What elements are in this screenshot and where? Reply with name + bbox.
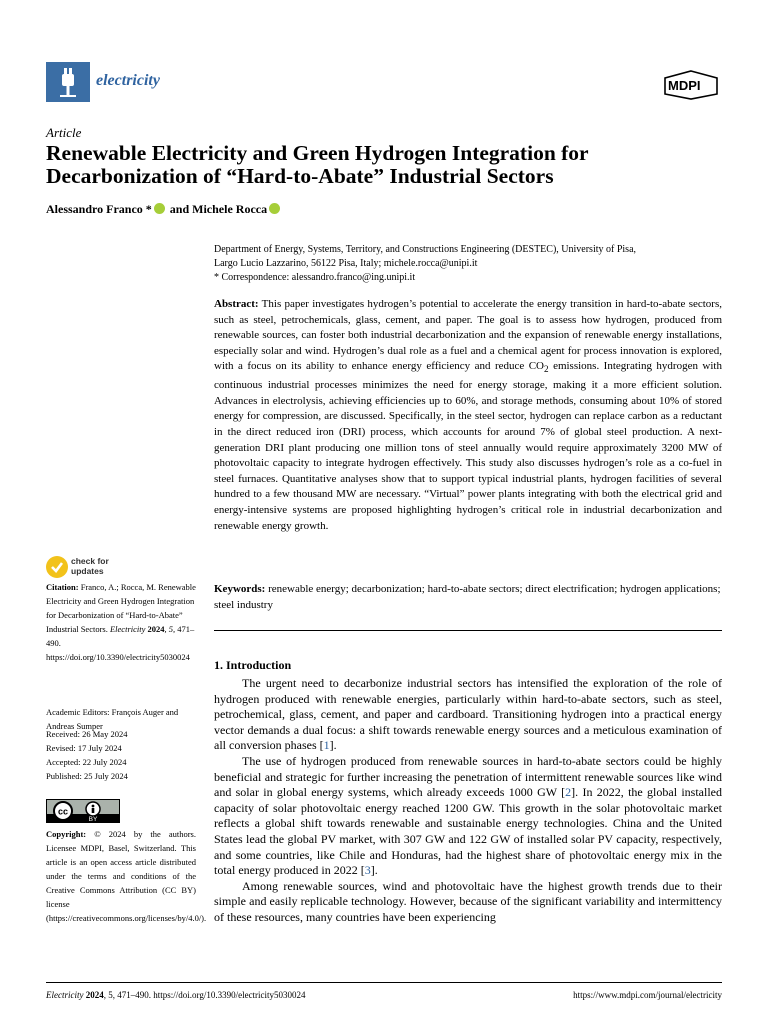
article-type: Article — [46, 125, 82, 140]
abstract-text: emissions. Integrating hydrogen with continuous industrial processes minimizes the need for energy storage, making it a more efficient solution. Advances in electrolysis, achieving efficiencies up to 60%, and storage methods, consuming about 10% of stored energy for compression, are discussed. Specifically, in the steel sector, hydrogen can replace carbon as a reductant in the direct reduced iron (DRI) process, which accounts for around 7% of global steel production. A next-generation DRI plant producing one million tons of steel annually would require approximately 3200 MW of photovoltaic capacity to integrate hydrogen effectively. This study also discusses hydrogen’s role as a co-fuel in steel furnaces. Quantitative analyses show that to support typical industrial plants, hydrogen facilities of several hundred to a few thousand MW are necessary. “Virtual” power plants integrating with both the electrical grid and energy-intensive systems are proposed highlighting hydrogen’s critical role in industrial decarbonization and renewable energy growth. — [214, 360, 722, 532]
check-updates-line: updates — [71, 566, 104, 576]
check-updates-line: check for — [71, 556, 109, 566]
plug-icon — [46, 62, 90, 102]
reference-link[interactable]: 3 — [364, 863, 371, 878]
dates — [46, 727, 196, 783]
footer-citation: Electricity 2024, 5, 471–490. https://doi.org/10.3390/electricity5030024 — [46, 990, 306, 1000]
doi-link[interactable]: 471–490. https://doi.org/10.3390/electricity5030024 — [46, 624, 195, 662]
journal-name[interactable]: electricity — [96, 72, 160, 89]
keywords-label: Keywords: — [214, 583, 266, 595]
reference-link[interactable]: 2 — [565, 785, 572, 800]
affiliation-line: Department of Energy, Systems, Territory, and Constructions Engineering (DESTEC), University of Pisa, — [214, 244, 637, 255]
affiliations — [214, 243, 724, 285]
footer-journal-url[interactable]: https://www.mdpi.com/journal/electricity — [573, 990, 722, 1000]
author-franco[interactable]: Alessandro Franco * — [46, 202, 152, 216]
keywords-text: renewable energy; decarbonization; hard-to-abate sectors; direct electrification; hydrogen applications; steel industry — [214, 583, 721, 611]
received-date: Received: 26 May 2024 — [46, 729, 128, 739]
published-date: Published: 25 July 2024 — [46, 771, 128, 781]
author-list — [46, 202, 282, 217]
copyright: Copyright: © 2024 by the authors. Licensee MDPI, Basel, Switzerland. This article is an open access article distributed under the terms and conditions of the Creative Commons Attribution (CC BY) license (https://creativecommons.org/licenses/by/4.0/). — [46, 829, 207, 923]
check-updates-button[interactable] — [71, 556, 109, 576]
article-title: Renewable Electricity and Green Hydrogen Integration for Decarbonization of “Hard-to-Abate” Industrial Sectors — [46, 141, 589, 188]
abstract — [214, 297, 722, 534]
citation-label: Citation: — [46, 582, 79, 592]
copyright-label: Copyright: — [46, 829, 87, 839]
footer-doi-link[interactable]: , 5, 471–490. https://doi.org/10.3390/electricity5030024 — [103, 990, 306, 1000]
body-text — [214, 676, 722, 926]
author-rocca[interactable]: and Michele Rocca — [166, 202, 268, 216]
revised-date: Revised: 17 July 2024 — [46, 743, 122, 753]
orcid-icon[interactable] — [269, 203, 280, 214]
check-updates-icon[interactable] — [46, 556, 68, 578]
abstract-text: This paper investigates hydrogen’s potential to accelerate the energy transition in hard-to-abate sectors, such as steel, petrochemicals, glass, cement, and paper. The goal is to assess how hydrogen, produced from renewable sources, can foster both industrial decarbonization and the expansion of renewable energy installations, especially solar and wind. Hydrogen’s dual role as a fuel and a chemical agent for process innovation is explored, with a focus on its ability to enhance energy efficiency and reduce CO — [214, 298, 722, 373]
reference-link[interactable]: 1 — [323, 738, 330, 753]
svg-text:BY: BY — [88, 816, 98, 822]
orcid-icon[interactable] — [154, 203, 165, 214]
section-heading: 1. Introduction — [214, 658, 292, 672]
cc-by-icon[interactable] — [46, 799, 120, 823]
paragraph: The urgent need to decarbonize industrial sectors has intensified the exploration of the role of hydrogen produced with renewable energies, particularly within hard-to-abate sectors, such as steel, petrochemical, glass, cement, and paper and cardboard. Transitioning hydrogen into a practical energy vector demands a dual focus: a shift towards renewable energy sources and a meticulous examination of all conversion phases [1]. — [214, 676, 722, 753]
affiliation-line: Largo Lucio Lazzarino, 56122 Pisa, Italy; michele.rocca@unipi.it — [214, 258, 478, 269]
subscript: 2 — [544, 364, 549, 375]
citation: Citation: Franco, A.; Rocca, M. Renewable Electricity and Green Hydrogen Integration for Decarbonization of “Hard-to-Abate” Industrial Sectors. Electricity 2024, 5, 471–490. https://doi.org/10.3390/electricity5030024 — [46, 582, 196, 662]
mdpi-logo-text: MDPI — [668, 78, 701, 93]
paragraph: Among renewable sources, wind and photovoltaic have the highest growth trends due to their simple and easily replicable technology. However, because of the significant variability and intermittency of these resources, many countries have been experiencing — [214, 878, 722, 924]
footer-divider — [46, 982, 722, 983]
abstract-label: Abstract: — [214, 298, 259, 310]
accepted-date: Accepted: 22 July 2024 — [46, 757, 127, 767]
journal-logo — [46, 62, 90, 102]
paragraph: The use of hydrogen produced from renewable sources in hard-to-abate sectors could be highly beneficial and strategic for further increasing the penetration of intermittent renewable sources like wind and solar in global energy systems, which already exceeds 1000 GW [2]. In 2022, the global installed capacity of solar photovoltaic energy reached 1200 GW. This growth in the solar photovoltaic market reflects a global shift towards renewable and sustainable energy technologies. China and the United States lead the global PV market, with 307 GW and 122 GW of installed solar PV capacity, respectively, and some countries, like Chile and Honduras, had the highest share of photovoltaic energy mix in the total energy produced in 2022 [3]. — [214, 753, 723, 878]
divider — [214, 630, 722, 631]
keywords — [214, 582, 722, 613]
svg-text:cc: cc — [57, 806, 69, 817]
academic-editors: Academic Editors: François Auger and Andreas Sumper — [46, 707, 179, 731]
correspondence: * Correspondence: alessandro.franco@ing.unipi.it — [214, 272, 416, 283]
